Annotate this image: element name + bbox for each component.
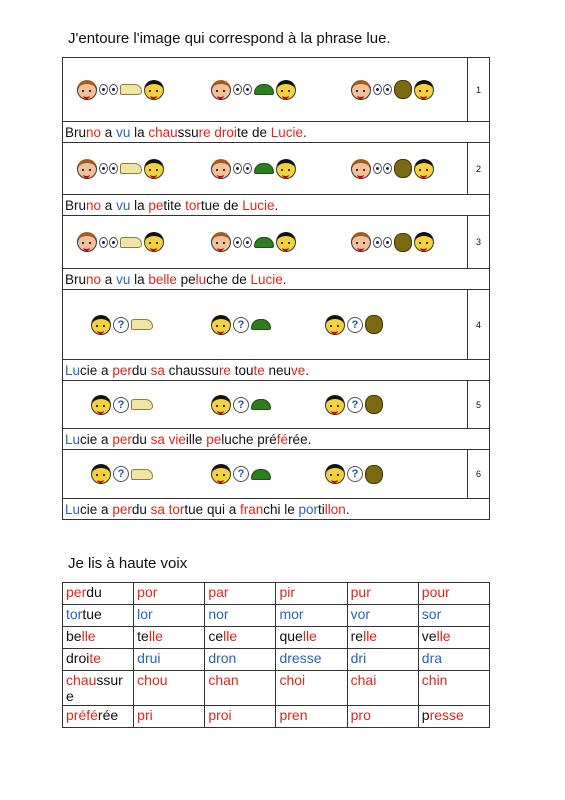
table-row — [63, 671, 490, 706]
image-choice[interactable] — [211, 464, 271, 484]
text-segment: che — [206, 271, 228, 287]
text-segment: Lu — [65, 431, 81, 447]
boy-face-icon — [211, 232, 231, 252]
text-segment: te — [170, 197, 182, 213]
syllable-cell — [205, 649, 276, 671]
text-segment: rée — [97, 707, 119, 723]
text-segment: . — [282, 271, 287, 287]
text-segment: pe — [206, 431, 222, 447]
text-segment: vie — [168, 431, 186, 447]
image-choice[interactable] — [91, 395, 153, 415]
text-segment: no — [86, 271, 102, 287]
text-segment: lle — [81, 628, 96, 644]
shoe-icon — [131, 399, 153, 410]
text-segment: Lu — [65, 501, 81, 517]
text-segment: a — [97, 431, 113, 447]
text-segment: ssu — [197, 362, 219, 378]
image-choice[interactable] — [77, 232, 164, 252]
text-segment: chai — [350, 672, 377, 688]
girl-face-icon — [144, 232, 164, 252]
syllable-cell — [347, 706, 418, 728]
text-segment: per — [66, 584, 87, 600]
text-segment: pour — [421, 584, 450, 600]
syllable-cell — [63, 605, 134, 627]
text-segment: chau — [164, 362, 198, 378]
syllable-cell — [134, 583, 205, 605]
text-segment: vor — [350, 606, 371, 622]
shoe-icon — [120, 237, 142, 248]
eyes-icon — [373, 163, 392, 174]
teddy-bear-icon — [394, 159, 412, 178]
image-choice[interactable] — [211, 80, 296, 100]
girl-face-icon — [211, 395, 231, 415]
text-segment: que — [279, 628, 303, 644]
boy-face-icon — [211, 159, 231, 179]
turtle-icon — [251, 319, 271, 330]
text-segment: a — [97, 362, 113, 378]
teddy-bear-icon — [365, 395, 383, 414]
text-segment: vu — [116, 271, 131, 287]
syllable-cell — [134, 706, 205, 728]
eyes-icon — [99, 237, 118, 248]
girl-face-icon — [276, 159, 296, 179]
text-segment: ve — [291, 362, 306, 378]
boy-face-icon — [211, 80, 231, 100]
image-choice[interactable] — [211, 159, 296, 179]
girl-face-icon — [211, 464, 231, 484]
image-choice[interactable] — [77, 159, 164, 179]
text-segment: la — [130, 197, 149, 213]
girl-face-icon — [91, 315, 111, 335]
text-segment: . — [303, 124, 307, 140]
text-segment: cie — [285, 124, 304, 140]
text-segment: dra — [421, 650, 443, 666]
boy-face-icon — [351, 232, 371, 252]
image-choices-cell[interactable] — [63, 450, 468, 499]
text-segment: no — [86, 124, 102, 140]
syllable-cell — [276, 649, 347, 671]
text-segment: le — [280, 501, 299, 517]
girl-face-icon — [414, 80, 434, 100]
text-segment: lle — [302, 628, 317, 644]
text-segment: de — [219, 197, 243, 213]
girl-face-icon — [144, 80, 164, 100]
text-segment: du — [131, 431, 147, 447]
image-choice[interactable] — [91, 315, 153, 335]
text-segment: ti — [318, 501, 325, 517]
text-segment: lle — [363, 628, 378, 644]
syllable-cell — [205, 671, 276, 706]
text-segment: no — [86, 197, 102, 213]
syllable-cell — [347, 649, 418, 671]
text-segment: te — [137, 628, 149, 644]
text-segment: vu — [116, 124, 131, 140]
text-segment: a — [101, 197, 117, 213]
text-segment: cie — [257, 197, 275, 213]
girl-face-icon — [211, 315, 231, 335]
text-segment: dron — [208, 650, 237, 666]
text-segment: fran — [239, 501, 264, 517]
text-segment: pri — [137, 707, 153, 723]
text-segment: la — [130, 124, 149, 140]
exercise-number: 4 — [468, 290, 490, 360]
text-segment: Lu — [65, 362, 81, 378]
text-segment: cie — [80, 431, 98, 447]
text-segment: pir — [279, 584, 296, 600]
syllable-cell — [134, 605, 205, 627]
syllable-cell — [418, 627, 489, 649]
text-segment: ssu — [177, 124, 199, 140]
exercise-number: 1 — [468, 58, 490, 122]
text-segment: dresse — [279, 650, 322, 666]
question-bubble-icon: ? — [113, 397, 129, 413]
shoe-icon — [131, 319, 153, 330]
syllable-cell — [418, 671, 489, 706]
image-choice[interactable] — [77, 80, 164, 100]
question-bubble-icon: ? — [233, 317, 249, 333]
reading-title: Je lis à haute voix — [68, 555, 188, 572]
text-segment: tue — [184, 501, 204, 517]
text-segment: sa — [150, 501, 165, 517]
image-choices-cell[interactable] — [63, 216, 468, 269]
text-segment: che — [231, 431, 254, 447]
syllable-cell — [63, 671, 134, 706]
text-segment: ti — [163, 197, 171, 213]
text-segment: be — [66, 628, 82, 644]
syllable-cell — [276, 583, 347, 605]
text-segment: lor — [137, 606, 153, 622]
boy-face-icon — [77, 80, 97, 100]
boy-face-icon — [77, 232, 97, 252]
text-segment: . — [274, 197, 279, 213]
text-segment: chin — [421, 672, 448, 688]
teddy-bear-icon — [365, 465, 383, 484]
syllable-cell — [276, 671, 347, 706]
teddy-bear-icon — [394, 233, 412, 252]
question-bubble-icon: ? — [113, 466, 129, 482]
text-segment: ce — [208, 628, 224, 644]
text-segment: . — [307, 431, 312, 447]
image-choice[interactable] — [211, 232, 296, 252]
syllable-cell — [63, 583, 134, 605]
text-segment: Lu — [242, 197, 258, 213]
question-bubble-icon: ? — [347, 317, 363, 333]
syllable-cell — [276, 706, 347, 728]
eyes-icon — [233, 237, 252, 248]
text-segment: llon — [324, 501, 346, 517]
girl-face-icon — [325, 464, 345, 484]
exercise-sentence — [63, 429, 490, 450]
girl-face-icon — [414, 159, 434, 179]
text-segment: tue — [200, 197, 220, 213]
table-row — [63, 605, 490, 627]
text-segment: a — [97, 501, 113, 517]
text-segment: te — [253, 362, 265, 378]
table-row — [63, 627, 490, 649]
text-segment: choi — [279, 672, 306, 688]
girl-face-icon — [325, 395, 345, 415]
text-segment: pe — [148, 197, 164, 213]
turtle-icon — [251, 469, 271, 480]
exercise-sentence — [63, 499, 490, 520]
image-choices-cell[interactable] — [63, 290, 468, 360]
exercise-sentence — [63, 269, 490, 290]
image-choices-cell[interactable] — [63, 58, 468, 122]
text-segment: ve — [421, 628, 437, 644]
text-segment: te — [89, 650, 102, 666]
text-segment: du — [131, 362, 147, 378]
text-segment: chi — [263, 501, 281, 517]
image-choice[interactable] — [351, 80, 434, 100]
text-segment: Lu — [250, 271, 266, 287]
text-segment: pur — [350, 584, 371, 600]
text-segment: lu — [195, 271, 207, 287]
eyes-icon — [233, 84, 252, 95]
text-segment: tou — [230, 362, 254, 378]
text-segment: cie — [80, 501, 98, 517]
turtle-icon — [251, 399, 271, 410]
reading-table — [62, 582, 490, 728]
text-segment: sa — [150, 431, 165, 447]
syllable-cell — [418, 649, 489, 671]
page-title: J'entoure l'image qui correspond à la phrase lue. — [68, 30, 391, 47]
text-segment: per — [112, 501, 132, 517]
boy-face-icon — [351, 159, 371, 179]
syllable-cell — [63, 706, 134, 728]
boy-face-icon — [351, 80, 371, 100]
table-row — [63, 649, 490, 671]
exercise-sentence — [63, 195, 490, 216]
text-segment: dri — [350, 650, 367, 666]
text-segment: lu — [221, 431, 232, 447]
syllable-cell — [134, 649, 205, 671]
question-bubble-icon: ? — [347, 466, 363, 482]
syllable-cell — [205, 706, 276, 728]
text-segment: por — [298, 501, 319, 517]
text-segment: pro — [350, 707, 371, 723]
text-segment: a — [101, 271, 117, 287]
shoe-icon — [120, 163, 142, 174]
text-segment: p — [421, 707, 430, 723]
text-segment: de — [248, 124, 271, 140]
text-segment: sor — [421, 606, 442, 622]
text-segment: chau — [66, 672, 97, 688]
turtle-icon — [254, 237, 274, 248]
text-segment: tue — [82, 606, 102, 622]
syllable-cell — [63, 627, 134, 649]
text-segment: chou — [137, 672, 168, 688]
syllable-cell — [347, 671, 418, 706]
text-segment: la — [130, 271, 149, 287]
turtle-icon — [254, 84, 274, 95]
text-segment: droi — [66, 650, 90, 666]
exercise-sentence — [63, 360, 490, 381]
exercise-number: 3 — [468, 216, 490, 269]
shoe-icon — [120, 84, 142, 95]
text-segment: por — [137, 584, 158, 600]
text-segment: de — [227, 271, 251, 287]
text-segment: fé — [86, 707, 98, 723]
exercise-number: 6 — [468, 450, 490, 499]
text-segment: vu — [116, 197, 131, 213]
text-segment: pré — [253, 431, 277, 447]
image-choices-cell[interactable] — [63, 143, 468, 195]
image-choice[interactable] — [211, 395, 271, 415]
text-segment: du — [131, 501, 147, 517]
text-segment: . — [305, 362, 310, 378]
image-choice[interactable] — [325, 464, 383, 484]
syllable-cell — [347, 627, 418, 649]
image-choice[interactable] — [351, 232, 434, 252]
exercise-number: 5 — [468, 381, 490, 429]
text-segment: tor — [66, 606, 83, 622]
girl-face-icon — [276, 80, 296, 100]
text-segment: per — [112, 431, 132, 447]
image-choice[interactable] — [325, 315, 383, 335]
syllable-cell — [347, 605, 418, 627]
text-segment: Bru — [65, 271, 87, 287]
text-segment: tor — [168, 501, 185, 517]
image-choice[interactable] — [91, 464, 153, 484]
text-segment: Bru — [65, 197, 87, 213]
syllable-cell — [347, 583, 418, 605]
syllable-cell — [205, 627, 276, 649]
girl-face-icon — [91, 395, 111, 415]
syllable-cell — [276, 605, 347, 627]
text-segment: droi — [214, 124, 237, 140]
text-segment: par — [208, 584, 229, 600]
text-segment: chau — [148, 124, 178, 140]
text-segment: proi — [208, 707, 232, 723]
text-segment: chan — [208, 672, 239, 688]
eyes-icon — [373, 237, 392, 248]
shoe-icon — [131, 469, 153, 480]
eyes-icon — [373, 84, 392, 95]
syllable-cell — [418, 706, 489, 728]
text-segment: qui a — [203, 501, 240, 517]
text-segment: per — [112, 362, 132, 378]
text-segment: neu — [264, 362, 292, 378]
syllable-cell — [63, 649, 134, 671]
text-segment: ille — [185, 431, 203, 447]
syllable-cell — [276, 627, 347, 649]
turtle-icon — [254, 163, 274, 174]
text-segment: pré — [66, 707, 87, 723]
text-segment: tor — [185, 197, 201, 213]
text-segment: Bru — [65, 124, 87, 140]
eyes-icon — [99, 84, 118, 95]
girl-face-icon — [276, 232, 296, 252]
syllable-cell — [418, 605, 489, 627]
question-bubble-icon: ? — [233, 397, 249, 413]
text-segment: re — [198, 124, 211, 140]
text-segment: pren — [279, 707, 308, 723]
boy-face-icon — [77, 159, 97, 179]
text-segment: te — [236, 124, 249, 140]
text-segment: drui — [137, 650, 161, 666]
text-segment: mor — [279, 606, 304, 622]
syllable-cell — [418, 583, 489, 605]
exercise-table — [62, 57, 490, 520]
table-row — [63, 706, 490, 728]
syllable-cell — [134, 627, 205, 649]
image-choice[interactable] — [351, 159, 434, 179]
table-row — [63, 583, 490, 605]
syllable-cell — [134, 671, 205, 706]
girl-face-icon — [144, 159, 164, 179]
eyes-icon — [233, 163, 252, 174]
image-choices-cell[interactable] — [63, 381, 468, 429]
text-segment: fé — [276, 431, 289, 447]
teddy-bear-icon — [365, 315, 383, 334]
question-bubble-icon: ? — [347, 397, 363, 413]
text-segment: rée — [288, 431, 308, 447]
text-segment: Lu — [270, 124, 286, 140]
text-segment: belle — [148, 271, 177, 287]
teddy-bear-icon — [394, 80, 412, 99]
text-segment: re — [350, 628, 364, 644]
text-segment: a — [101, 124, 117, 140]
text-segment: cie — [265, 271, 283, 287]
text-segment: pe — [176, 271, 196, 287]
girl-face-icon — [414, 232, 434, 252]
text-segment: ssur e — [66, 672, 123, 704]
girl-face-icon — [325, 315, 345, 335]
question-bubble-icon: ? — [113, 317, 129, 333]
text-segment: du — [86, 584, 102, 600]
text-segment: cie — [80, 362, 98, 378]
exercise-sentence — [63, 122, 490, 143]
exercise-number: 2 — [468, 143, 490, 195]
text-segment: lle — [223, 628, 238, 644]
syllable-cell — [205, 605, 276, 627]
text-segment: lle — [436, 628, 451, 644]
text-segment: lle — [148, 628, 163, 644]
text-segment: resse — [429, 707, 464, 723]
text-segment: nor — [208, 606, 229, 622]
text-segment: re — [218, 362, 231, 378]
syllable-cell — [205, 583, 276, 605]
question-bubble-icon: ? — [233, 466, 249, 482]
eyes-icon — [99, 163, 118, 174]
girl-face-icon — [91, 464, 111, 484]
image-choice[interactable] — [211, 315, 271, 335]
text-segment: sa — [150, 362, 165, 378]
image-choice[interactable] — [325, 395, 383, 415]
text-segment: . — [345, 501, 350, 517]
